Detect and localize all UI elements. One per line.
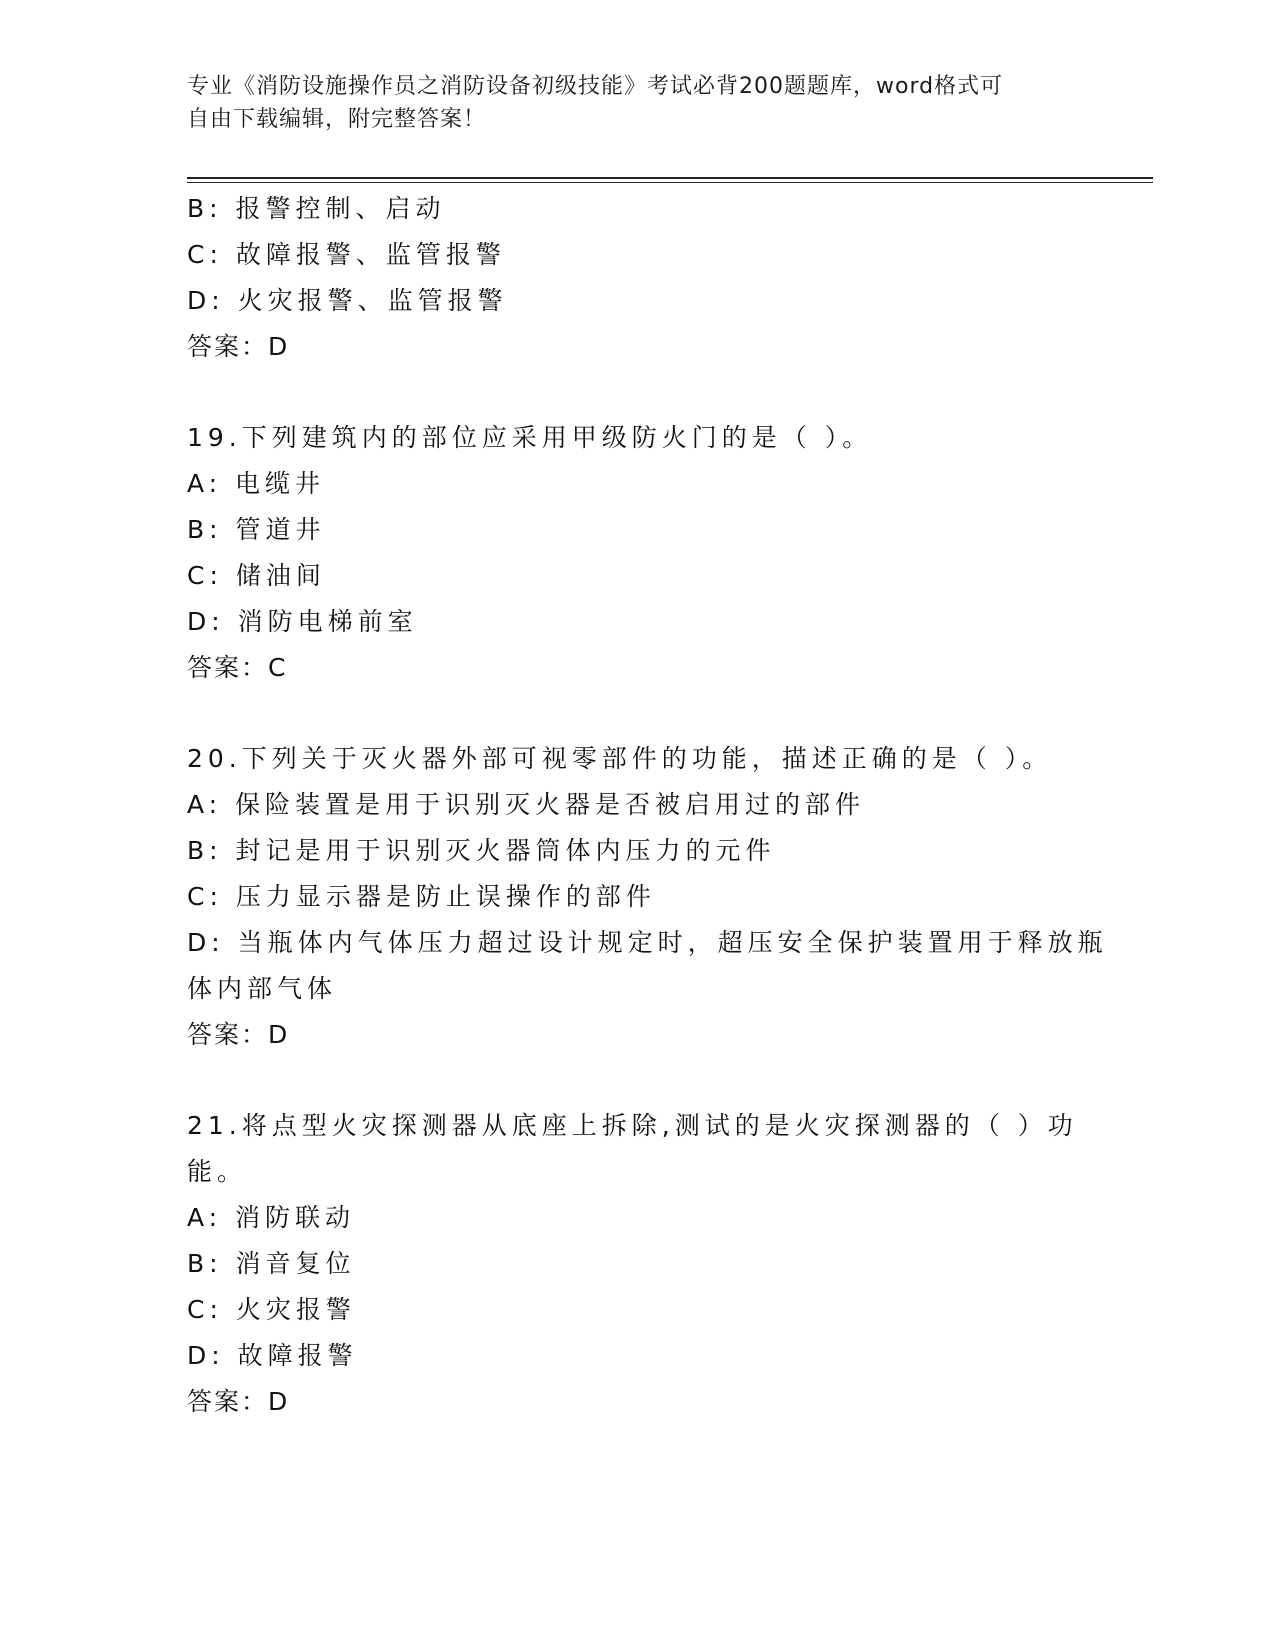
answer: 答案：C (187, 653, 288, 682)
option-d: D: 故障报警 (187, 1341, 358, 1370)
option-a: A: 电缆井 (187, 469, 326, 498)
option-c: C: 火灾报警 (187, 1295, 356, 1324)
question-stem-line-1: 21.将点型火灾探测器从底座上拆除,测试的是火灾探测器的（ ）功 (187, 1111, 1078, 1140)
question-list (187, 186, 1108, 1425)
question-21 (187, 1103, 1087, 1425)
option-d: D: 消防电梯前室 (187, 607, 418, 636)
answer: 答案：D (187, 332, 290, 361)
option-d-line-2: 体内部气体 (187, 974, 338, 1003)
spacer (187, 370, 1087, 415)
option-b: B: 报警控制、启动 (187, 194, 446, 223)
option-a: A: 消防联动 (187, 1203, 356, 1232)
option-a: A: 保险装置是用于识别灭火器是否被启用过的部件 (187, 790, 866, 819)
option-b: B: 封记是用于识别灭火器筒体内压力的元件 (187, 836, 776, 865)
header-divider-top (187, 177, 1153, 179)
spacer (187, 1058, 1087, 1103)
question-19 (187, 415, 1087, 691)
document-header (187, 70, 1077, 136)
header-line-1: 专业《消防设施操作员之消防设备初级技能》考试必背200题题库，word格式可 (187, 74, 1004, 99)
option-c: C: 储油间 (187, 561, 326, 590)
answer: 答案：D (187, 1020, 290, 1049)
question-20 (187, 736, 1108, 1058)
option-d: D: 火灾报警、监管报警 (187, 286, 508, 315)
spacer (187, 691, 1087, 736)
option-b: B: 消音复位 (187, 1249, 356, 1278)
option-c: C: 故障报警、监管报警 (187, 240, 506, 269)
question-18 (187, 186, 1087, 370)
header-line-2: 自由下载编辑，附完整答案！ (187, 107, 487, 132)
header-divider-bottom (187, 182, 1153, 183)
option-b: B: 管道井 (187, 515, 326, 544)
question-stem: 20.下列关于灭火器外部可视零部件的功能，描述正确的是（ ）。 (187, 744, 1053, 773)
option-c: C: 压力显示器是防止误操作的部件 (187, 882, 656, 911)
question-stem: 19.下列建筑内的部位应采用甲级防火门的是（ ）。 (187, 423, 873, 452)
question-stem-line-2: 能。 (187, 1157, 248, 1186)
option-d-line-1: D: 当瓶体内气体压力超过设计规定时，超压安全保护装置用于释放瓶 (187, 928, 1108, 957)
answer: 答案：D (187, 1387, 290, 1416)
